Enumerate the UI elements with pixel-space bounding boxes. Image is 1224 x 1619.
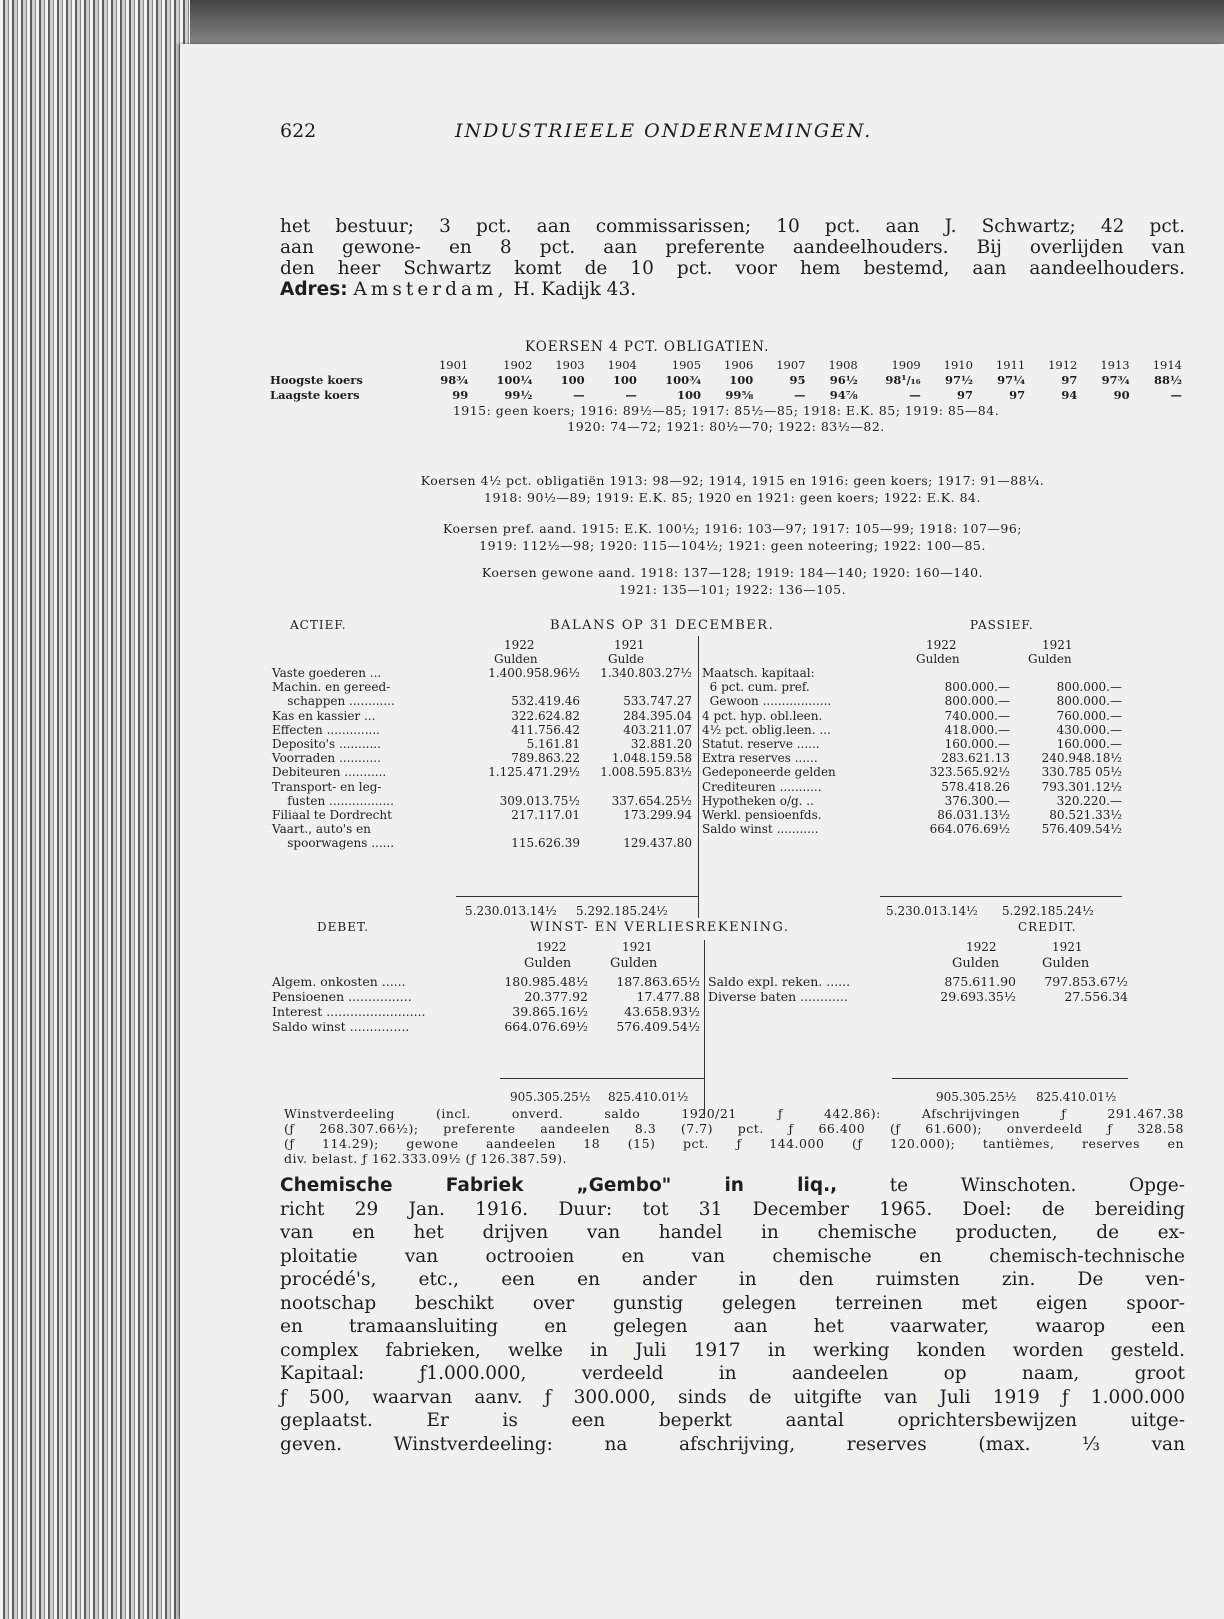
amount-cell: 664.076.69½: [929, 822, 1010, 837]
text-line: complex fabrieken, welke in Juli 1917 in werking konden worden gesteld.: [280, 1339, 1185, 1361]
amount-cell: 1.125.471.29½: [488, 765, 580, 780]
low-row: [270, 388, 1182, 403]
text-line: het bestuur; 3 pct. aan commissarissen; 10 pct. aan J. Schwartz; 42 pct.: [280, 216, 1185, 237]
amount-cell: 320.220.—: [1056, 793, 1122, 808]
text-line: ploitatie van octrooien en van chemische en chemisch-technische: [280, 1245, 1185, 1267]
amount-cell: 411.756.42: [511, 722, 580, 737]
amount-cell: 43.658.93½: [624, 1004, 700, 1019]
value-cell: 98¾: [440, 373, 469, 387]
koersen45-block: [280, 472, 1185, 506]
balans-title: BALANS OP 31 DECEMBER.: [550, 618, 775, 633]
balans-left-title: ACTIEF.: [290, 618, 347, 632]
year-cell: 1908: [828, 358, 858, 372]
address-label: Adres:: [280, 279, 348, 300]
text-line: geplaatst. Er is een beperkt aantal oprichtersbewijzen uitge-: [280, 1410, 1185, 1431]
value-cell: 97¼: [997, 373, 1026, 387]
year-cell: 1901: [438, 358, 469, 372]
ledger-row: [272, 822, 692, 836]
ledger-row: [272, 765, 692, 779]
text-line: [280, 1174, 1185, 1198]
ledger-row: [702, 751, 1122, 765]
amount-cell: [898, 666, 1010, 680]
amount-cell: 32.881.20: [630, 737, 692, 752]
value-cell: 97: [956, 388, 973, 402]
value-cell: 100: [677, 388, 702, 402]
row-label: Gewoon ..................: [702, 694, 832, 709]
row-label: Vaart., auto's en: [272, 822, 371, 837]
column-divider: [704, 940, 705, 1116]
value-cell: —: [1170, 388, 1182, 402]
col-unit: Gulden: [610, 956, 658, 971]
text-line: Winstverdeeling (incl. onverd. saldo 1920/21 ƒ 442.86): Afschrijvingen ƒ 291.467.38: [284, 1106, 1184, 1121]
text-line: 1919: 112½—98; 1920: 115—104½; 1921: geen noteering; 1922: 100—85.: [479, 538, 986, 553]
amount-cell: 1.400.958.96½: [488, 666, 580, 680]
ledger-row: [272, 666, 692, 680]
winstverdeeling-paragraph: [284, 1106, 1184, 1166]
text-line: procédé's, etc., een en ander in den ruimsten zin. De ven-: [280, 1269, 1185, 1290]
text-line: aan gewone- en 8 pct. aan preferente aandeelhouders. Bij overlijden van: [280, 237, 1185, 258]
koersen4-note: 1920: 74—72; 1921: 80½—70; 1922: 83½—82.: [567, 419, 885, 434]
amount-cell: 1.008.595.83½: [600, 765, 692, 780]
ledger-row: [272, 780, 692, 794]
balans-section: [180, 614, 1224, 934]
row-label: Pensioenen ................: [272, 989, 412, 1004]
col-unit: Gulden: [524, 956, 572, 971]
ledger-row: [702, 680, 1122, 694]
text-line: (ƒ 268.307.66½); preferente aandeelen 8.3 (7.7) pct. ƒ 66.400 (ƒ 61.600); onverdeeld ƒ 328.58: [284, 1121, 1184, 1136]
page-number: 622: [280, 120, 317, 142]
value-cell: 94: [1061, 388, 1078, 402]
row-label: Saldo winst ...........: [702, 822, 819, 837]
amount-cell: 29.693.35½: [940, 989, 1016, 1004]
ledger-row: [702, 808, 1122, 822]
winst-right-total: 825.410.01½: [1036, 1090, 1117, 1104]
row-label: Extra reserves ......: [702, 751, 818, 766]
row-label: Saldo winst ...............: [272, 1019, 410, 1034]
address-line: [280, 279, 1185, 300]
amount-cell: 115.626.39: [511, 836, 580, 851]
ledger-row: [702, 794, 1122, 808]
ledger-row: [272, 709, 692, 723]
winst-title: WINST- EN VERLIESREKENING.: [530, 920, 790, 935]
amount-cell: [1010, 666, 1122, 680]
value-cell: 99⅝: [725, 388, 754, 402]
value-cell: 97½: [944, 373, 973, 387]
text-line: en tramaansluiting en gelegen aan het vaarwater, waarop een: [280, 1316, 1185, 1337]
col-year: 1921: [1052, 940, 1083, 954]
amount-cell: 240.948.18½: [1041, 751, 1122, 766]
amount-cell: 576.409.54½: [1041, 822, 1122, 837]
amount-cell: 337.654.25½: [611, 793, 692, 808]
row-label: Kas en kassier ...: [272, 708, 376, 723]
row-label: 6 pct. cum. pref.: [702, 680, 810, 695]
koersen-pref-block: [280, 520, 1185, 554]
row-label: schappen ............: [272, 694, 395, 709]
total-rule: [892, 1078, 1128, 1079]
value-cell: 100¾: [665, 373, 702, 387]
year-cell: 1903: [555, 358, 585, 372]
text-line: Koersen gewone aand. 1918: 137—128; 1919: 184—140; 1920: 160—140.: [481, 565, 984, 580]
balans-right-total: 5.230.013.14½: [886, 904, 978, 918]
value-cell: 94⅞: [829, 388, 858, 402]
value-cell: 88½: [1154, 373, 1182, 387]
winst-section: [180, 920, 1224, 1120]
row-label: Hypotheken o/g. ..: [702, 793, 814, 808]
year-cell: 1914: [1152, 358, 1182, 372]
col-year: 1922: [966, 940, 997, 954]
amount-cell: 284.395.04: [623, 708, 692, 723]
amount-cell: 578.418.26: [941, 779, 1010, 794]
year-cell: 1904: [607, 358, 637, 372]
amount-cell: 430.000.—: [1056, 722, 1122, 737]
year-cell: 1905: [671, 358, 702, 372]
amount-cell: 80.521.33½: [1049, 808, 1122, 823]
value-cell: 100: [729, 373, 754, 387]
amount-cell: 576.409.54½: [616, 1019, 700, 1034]
col-year: 1921: [614, 638, 645, 652]
amount-cell: 180.985.48½: [504, 974, 588, 989]
year-cell: 1910: [943, 358, 973, 372]
amount-cell: 322.624.82: [511, 708, 580, 723]
col-year: 1922: [536, 940, 567, 954]
winst-left-title: DEBET.: [317, 920, 370, 934]
address-city: Amsterdam,: [353, 279, 508, 300]
amount-cell: 173.299.94: [623, 808, 692, 823]
text-line: div. belast. ƒ 162.333.09½ (ƒ 126.387.59).: [284, 1151, 567, 1166]
amount-cell: 418.000.—: [944, 722, 1010, 737]
high-row: [270, 373, 1182, 388]
ledger-row: [272, 1004, 700, 1019]
amount-cell: 800.000.—: [1056, 680, 1122, 695]
intro-paragraph: [280, 216, 1185, 300]
amount-cell: 800.000.—: [944, 694, 1010, 709]
text-run: te Winschoten. Opge-: [837, 1175, 1186, 1196]
ledger-row: [272, 808, 692, 822]
ledger-row: [272, 974, 700, 989]
amount-cell: 793.301.12½: [1041, 779, 1122, 794]
amount-cell: [468, 822, 580, 836]
value-cell: 96½: [829, 373, 858, 387]
amount-cell: 160.000.—: [1056, 737, 1122, 752]
col-unit: Gulden: [952, 956, 1000, 971]
col-unit: Gulden: [916, 652, 960, 666]
year-cell: 1911: [995, 358, 1026, 372]
text-line: Koersen pref. aand. 1915: E.K. 100½; 1916: 103—97; 1917: 105—99; 1918: 107—96;: [442, 521, 1023, 536]
col-unit: Gulden: [1042, 956, 1090, 971]
winst-left-total: 905.305.25½: [510, 1090, 591, 1104]
col-unit: Gulden: [1028, 652, 1072, 666]
row-label: 4 pct. hyp. obl.leen.: [702, 708, 823, 723]
total-rule: [880, 896, 1122, 897]
col-year: 1921: [622, 940, 653, 954]
ledger-row: [702, 666, 1122, 680]
row-label: fusten .................: [272, 793, 394, 808]
value-cell: 99½: [504, 388, 533, 402]
value-cell: 95: [789, 373, 806, 387]
amount-cell: 760.000.—: [1056, 708, 1122, 723]
ledger-row: [272, 737, 692, 751]
amount-cell: 309.013.75½: [499, 793, 580, 808]
value-cell: —: [573, 388, 585, 402]
value-cell: 100: [560, 373, 585, 387]
amount-cell: 533.747.27: [623, 694, 692, 709]
book-page-edges: [0, 0, 190, 1619]
col-unit: Gulden: [494, 652, 538, 666]
winst-debet-list: [272, 974, 700, 1034]
row-label: Laagste koers: [270, 388, 360, 402]
balans-right-total: 5.292.185.24½: [1002, 904, 1094, 918]
amount-cell: 664.076.69½: [504, 1019, 588, 1034]
amount-cell: 217.117.01: [511, 808, 580, 823]
row-label: Machin. en gereed-: [272, 680, 391, 695]
col-year: 1921: [1042, 638, 1073, 652]
amount-cell: [580, 822, 692, 836]
value-cell: —: [625, 388, 637, 402]
value-cell: 97: [1061, 373, 1078, 387]
text-line: 1921: 135—101; 1922: 136—105.: [618, 582, 847, 597]
ledger-row: [272, 751, 692, 765]
ledger-row: [272, 1019, 700, 1034]
amount-cell: 323.565.92½: [929, 765, 1010, 780]
row-label: Transport- en leg-: [272, 779, 382, 794]
text-line: van en het drijven van handel in chemische producten, de ex-: [280, 1222, 1185, 1243]
amount-cell: [468, 780, 580, 794]
col-unit: Gulde: [608, 652, 644, 666]
row-label: Diverse baten ............: [708, 989, 848, 1004]
row-label: Vaste goederen ...: [272, 666, 382, 680]
value-cell: 97: [1009, 388, 1026, 402]
row-label: Maatsch. kapitaal:: [702, 666, 815, 680]
value-cell: —: [794, 388, 806, 402]
winst-right-title: CREDIT.: [1018, 920, 1077, 934]
koersen4-note: 1915: geen koers; 1916: 89½—85; 1917: 85½—85; 1918: E.K. 85; 1919: 85—84.: [452, 403, 1000, 418]
ledger-row: [702, 780, 1122, 794]
row-label: 4½ pct. oblig.leen. ...: [702, 722, 831, 737]
value-cell: 100¼: [496, 373, 533, 387]
balans-left-total: 5.230.013.14½: [465, 904, 557, 918]
address-street: H. Kadijk 43.: [513, 279, 637, 300]
amount-cell: 875.611.90: [944, 974, 1016, 989]
amount-cell: 129.437.80: [623, 836, 692, 851]
balans-left-total: 5.292.185.24½: [576, 904, 668, 918]
text-line: 1918: 90½—89; 1919: E.K. 85; 1920 en 1921: geen koers; 1922: E.K. 84.: [484, 490, 981, 505]
row-label: spoorwagens ......: [272, 836, 395, 851]
amount-cell: 403.211.07: [623, 722, 692, 737]
column-divider: [698, 636, 699, 918]
row-label: Debiteuren ...........: [272, 765, 387, 780]
amount-cell: 532.419.46: [511, 694, 580, 709]
total-rule: [456, 896, 698, 897]
ledger-row: [702, 723, 1122, 737]
text-line: den heer Schwartz komt de 10 pct. voor hem bestemd, aan aandeelhouders.: [280, 258, 1185, 279]
running-title: INDUSTRIEELE ONDERNEMINGEN.: [455, 120, 873, 142]
year-cell: 1909: [891, 358, 921, 372]
value-cell: 97¾: [1101, 373, 1130, 387]
row-label: Statut. reserve ......: [702, 737, 820, 752]
ledger-row: [708, 989, 1128, 1004]
ledger-row: [702, 822, 1122, 836]
text-line: richt 29 Jan. 1916. Duur: tot 31 December 1965. Doel: de bereiding: [280, 1198, 1185, 1220]
amount-cell: 800.000.—: [1056, 694, 1122, 709]
text-line: Kapitaal: ƒ1.000.000, verdeeld in aandeelen op naam, groot: [280, 1363, 1185, 1384]
book-page: [180, 44, 1224, 1619]
ledger-row: [272, 794, 692, 808]
total-rule: [500, 1078, 704, 1079]
balans-right-title: PASSIEF.: [970, 618, 1034, 632]
company-heading: Chemische Fabriek „Gembo" in liq.,: [280, 1175, 838, 1196]
amount-cell: [580, 680, 692, 694]
value-cell: —: [909, 388, 921, 402]
amount-cell: 800.000.—: [944, 680, 1010, 695]
amount-cell: 17.477.88: [636, 989, 700, 1004]
row-label: Werkl. pensioenfds.: [702, 808, 822, 823]
year-cell: 1912: [1048, 358, 1078, 372]
amount-cell: 376.300.—: [944, 793, 1010, 808]
year-cell: 1906: [724, 358, 754, 372]
ledger-row: [702, 765, 1122, 779]
amount-cell: 789.863.22: [511, 751, 580, 766]
gembo-paragraph: [280, 1174, 1185, 1456]
ledger-row: [702, 737, 1122, 751]
row-label: Interest .........................: [272, 1004, 426, 1019]
value-cell: 90: [1113, 388, 1130, 402]
winst-left-total: 825.410.01½: [608, 1090, 689, 1104]
value-cell: 99: [452, 388, 469, 402]
year-cell: 1902: [503, 358, 533, 372]
winst-credit-list: [708, 974, 1128, 1004]
value-cell: 98¹/₁₆: [885, 373, 921, 387]
row-label: Algem. onkosten ......: [272, 974, 406, 989]
ledger-row: [702, 709, 1122, 723]
text-line: nootschap beschikt over gunstig gelegen terreinen met eigen spoor-: [280, 1292, 1185, 1314]
balans-passief-list: [702, 666, 1122, 836]
text-line: Koersen 4½ pct. obligatiën 1913: 98—92; 1914, 1915 en 1916: geen koers; 1917: 91—88¼.: [420, 473, 1045, 488]
amount-cell: 20.377.92: [524, 989, 588, 1004]
amount-cell: [580, 780, 692, 794]
row-label: Hoogste koers: [270, 373, 363, 387]
years-row: [270, 358, 1182, 373]
amount-cell: 283.621.13: [941, 751, 1010, 766]
col-year: 1922: [504, 638, 535, 652]
year-cell: 1907: [776, 358, 806, 372]
text-line: geven. Winstverdeeling: na afschrijving, reserves (max. ⅓ van: [280, 1433, 1185, 1455]
koersen4-table: [270, 358, 1182, 435]
amount-cell: 1.340.803.27½: [600, 666, 692, 680]
year-cell: 1913: [1100, 358, 1130, 372]
ledger-row: [272, 723, 692, 737]
amount-cell: 797.853.67½: [1044, 974, 1128, 989]
amount-cell: 39.865.16½: [512, 1004, 588, 1019]
koersen-gewone-block: [280, 564, 1185, 598]
row-label: Crediteuren ...........: [702, 779, 822, 794]
koersen4-title: KOERSEN 4 PCT. OBLIGATIEN.: [525, 339, 770, 355]
ledger-row: [272, 680, 692, 694]
ledger-row: [708, 974, 1128, 989]
row-label: Deposito's ...........: [272, 737, 381, 752]
balans-actief-list: [272, 666, 692, 851]
row-label: Saldo expl. reken. ......: [708, 974, 851, 989]
value-cell: 100: [612, 373, 637, 387]
winst-right-total: 905.305.25½: [936, 1090, 1017, 1104]
amount-cell: 740.000.—: [944, 708, 1010, 723]
row-label: Filiaal te Dordrecht: [272, 808, 392, 823]
col-year: 1922: [926, 638, 957, 652]
amount-cell: [468, 680, 580, 694]
row-label: Gedeponeerde gelden: [702, 765, 836, 780]
amount-cell: 1.048.159.58: [611, 751, 692, 766]
ledger-row: [272, 694, 692, 708]
row-label: Voorraden ...........: [272, 751, 381, 766]
ledger-row: [272, 836, 692, 850]
ledger-row: [272, 989, 700, 1004]
amount-cell: 27.556.34: [1064, 989, 1128, 1004]
text-line: (ƒ 114.29); gewone aandeelen 18 (15) pct. ƒ 144.000 (ƒ 120.000); tantièmes, reserves en: [284, 1136, 1184, 1151]
ledger-row: [702, 694, 1122, 708]
amount-cell: 5.161.81: [526, 737, 580, 752]
row-label: Effecten ..............: [272, 722, 380, 737]
amount-cell: 86.031.13½: [937, 808, 1010, 823]
amount-cell: 330.785 05½: [1041, 765, 1122, 780]
amount-cell: 160.000.—: [944, 737, 1010, 752]
text-line: ƒ 500, waarvan aanv. ƒ 300.000, sinds de uitgifte van Juli 1919 ƒ 1.000.000: [280, 1386, 1185, 1408]
amount-cell: 187.863.65½: [616, 974, 700, 989]
